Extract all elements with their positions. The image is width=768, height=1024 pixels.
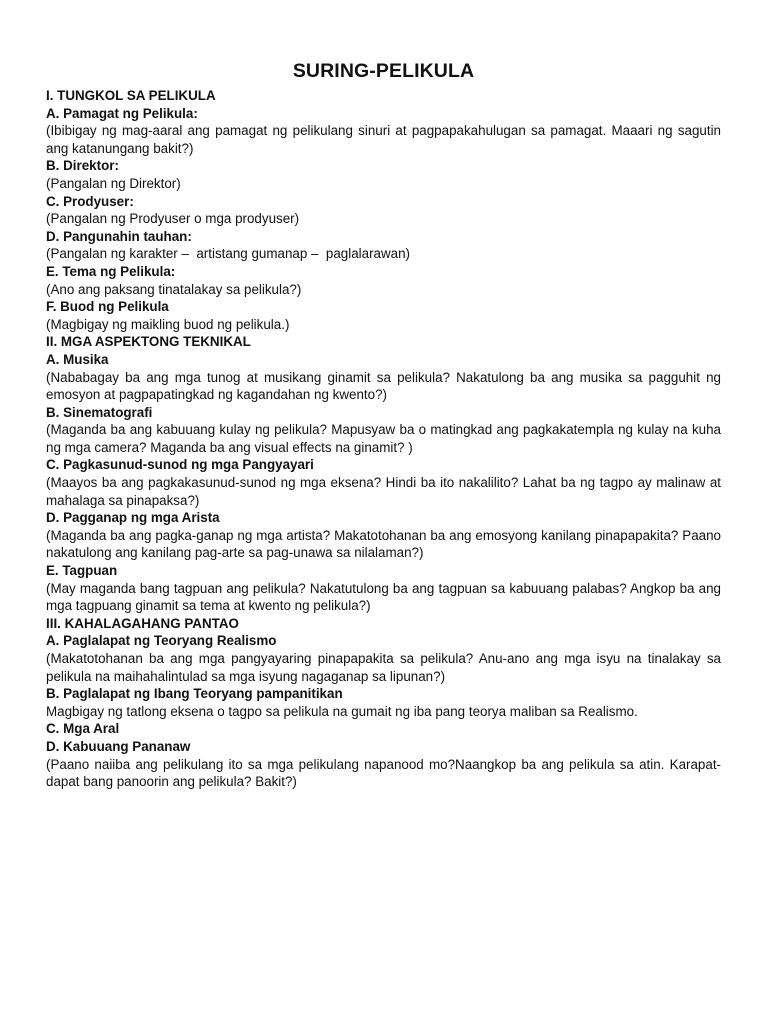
item-description: (Ano ang paksang tinatalakay sa pelikula?) xyxy=(46,281,302,297)
item-heading: E. Tema ng Pelikula: xyxy=(46,263,176,279)
section-heading: III. KAHALAGAHANG PANTAO xyxy=(46,615,239,631)
item-heading: A. Pamagat ng Pelikula: xyxy=(46,105,198,121)
item-description: (Makatotohanan ba ang mga pangyayaring pinapapakita sa pelikula? Anu-ano ang mga isyu na tinalakay sa pelikula na maihahalintulad sa mga isyung nagaganap sa lipunan?) xyxy=(46,651,721,684)
item-description: (Paano naiiba ang pelikulang ito sa mga pelikulang napanood mo?Naangkop ba ang pelikula sa atin. Karapat-dapat bang panoorin ang pelikula? Bakit?) xyxy=(46,756,721,790)
item-description: (Maganda ba ang kabuuang kulay ng pelikula? Mapusyaw ba o matingkad ang pagkakatempla ng kulay na kuha ng mga camera? Maganda ba ang visual effects na ginamit? ) xyxy=(46,422,721,455)
item-description: Magbigay ng tatlong eksena o tagpo sa pelikula na gumait ng iba pang teorya maliban sa Realismo. xyxy=(46,703,638,719)
item-description: (Pangalan ng karakter – artistang gumanap – paglalarawan) xyxy=(46,246,411,262)
page-title: SURING-PELIKULA xyxy=(292,60,475,82)
item-heading: B. Sinematografi xyxy=(46,404,153,420)
item-description: (Maganda ba ang pagka-ganap ng mga artista? Makatotohanan ba ang emosyong kanilang pinapapakita? Paano nakatulong ang kanilang pag-arte sa pag-unawa sa nilalaman?) xyxy=(46,527,721,561)
item-heading: D. Pagganap ng mga Arista xyxy=(46,510,220,526)
item-description: (Pangalan ng Direktor) xyxy=(46,175,181,191)
item-description: (Ibibigay ng mag-aaral ang pamagat ng pelikulang sinuri at pagpapakahulugan sa pamagat. Maaari ng sagutin ang katanungang bakit?) xyxy=(46,123,721,156)
item-heading: B. Paglalapat ng Ibang Teoryang pampanitikan xyxy=(46,686,343,702)
item-description: (Maayos ba ang pagkakasunud-sunod ng mga eksena? Hindi ba ito nakalilito? Lahat ba ng tagpo ay malinaw at mahalaga sa pinapaksa?) xyxy=(46,475,721,508)
item-description: (Magbigay ng maikling buod ng pelikula.) xyxy=(46,316,290,332)
item-description: (Pangalan ng Prodyuser o mga prodyuser) xyxy=(46,211,300,227)
item-heading: A. Paglalapat ng Teoryang Realismo xyxy=(46,633,277,649)
item-heading: D. Kabuuang Pananaw xyxy=(46,738,191,754)
item-heading: E. Tagpuan xyxy=(46,563,118,579)
section-heading: I. TUNGKOL SA PELIKULA xyxy=(46,88,216,103)
item-heading: B. Direktor: xyxy=(46,158,119,174)
item-heading: C. Pagkasunud-sunod ng mga Pangyayari xyxy=(46,457,314,473)
item-description: (Nababagay ba ang mga tunog at musikang ginamit sa pelikula? Nakatulong ba ang musika sa pagguhit ng emosyon at pagpapatingkad ng kagandahan ng kwento?) xyxy=(46,369,721,403)
item-description: (May maganda bang tagpuan ang pelikula? Nakatutulong ba ang tagpuan sa kabuuang palabas? Angkop ba ang mga tagpuang ginamit sa tema at kwento ng pelikula?) xyxy=(46,580,721,614)
item-heading: F. Buod ng Pelikula xyxy=(46,299,169,315)
item-heading: C. Prodyuser: xyxy=(46,193,134,209)
item-heading: A. Musika xyxy=(46,351,109,367)
item-heading: D. Pangunahin tauhan: xyxy=(46,228,192,244)
document-page xyxy=(46,58,721,791)
item-heading: C. Mga Aral xyxy=(46,721,120,737)
section-heading: II. MGA ASPEKTONG TEKNIKAL xyxy=(46,334,251,350)
